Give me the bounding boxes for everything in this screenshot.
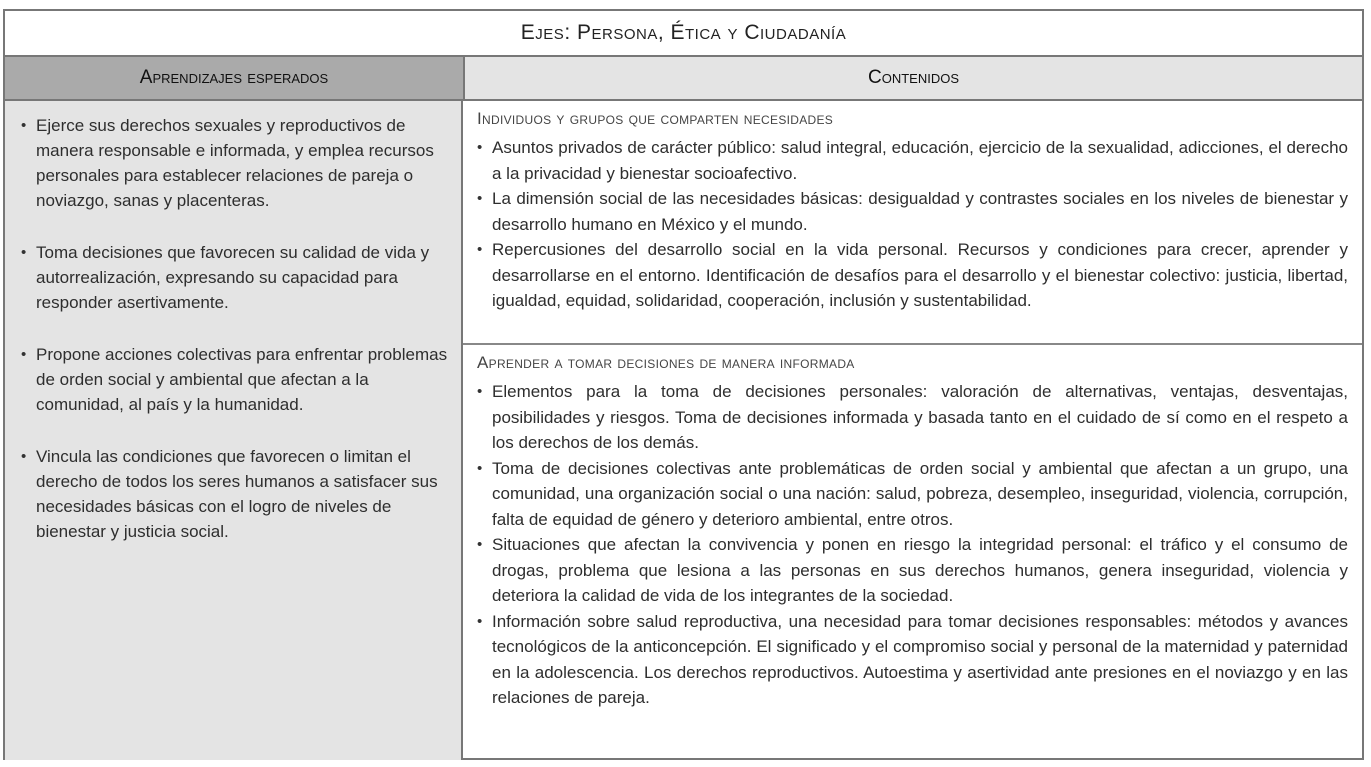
section-list xyxy=(477,135,1348,314)
axes-title: Ejes: Persona, Ética y Ciudadanía xyxy=(5,11,1362,57)
list-item: • Toma decisiones que favorecen su calidad de vida y autorrealización, expresando su capacidad para responder asertivamente. xyxy=(21,240,449,315)
column-headers xyxy=(5,57,1362,101)
aprendizajes-column xyxy=(5,101,463,760)
list-item: • La dimensión social de las necesidades básicas: desigualdad y contrastes sociales en los niveles de bienestar y desarrollo humano en México y el mundo. xyxy=(477,186,1348,237)
list-item: • Elementos para la toma de decisiones personales: valoración de alternativas, ventajas, desventajas, posibilidades y riesgos. Toma de decisiones informada y basada tanto en el cuidado de sí como en el respeto a los derechos de los demás. xyxy=(477,379,1348,456)
list-item: • Propone acciones colectivas para enfrentar problemas de orden social y ambiental que afectan a la comunidad, al país y la humanidad. xyxy=(21,342,449,417)
column-header-contenidos: Contenidos xyxy=(465,57,1362,99)
list-item: • Información sobre salud reproductiva, una necesidad para tomar decisiones responsables: métodos y avances tecnológicos de la anticoncepción. El significado y el compromiso social y personal de la maternidad y paternidad en la adolescencia. Los derechos reproductivos. Autoestima y asertividad ante presiones en el noviazgo y en las relaciones de pareja. xyxy=(477,609,1348,711)
section-list xyxy=(477,379,1348,711)
contenidos-column xyxy=(463,101,1362,760)
list-item: • Repercusiones del desarrollo social en la vida personal. Recursos y condiciones para crecer, aprender y desarrollarse en el entorno. Identificación de desafíos para el desarrollo y el bienestar colectivo: justicia, libertad, igualdad, equidad, solidaridad, cooperación, inclusión y sustentabilidad. xyxy=(477,237,1348,314)
table-body xyxy=(5,101,1362,760)
section-title: Aprender a tomar decisiones de manera informada xyxy=(477,353,855,372)
list-item: • Situaciones que afectan la convivencia y ponen en riesgo la integridad personal: el tráfico y el consumo de drogas, problema que lesiona a las personas en sus derechos humanos, genera inseguridad, violencia y deteriora la calidad de vida de los integrantes de la sociedad. xyxy=(477,532,1348,609)
aprendizajes-list xyxy=(21,113,449,544)
column-header-aprendizajes: Aprendizajes esperados xyxy=(5,57,465,99)
section-title: Individuos y grupos que comparten necesidades xyxy=(477,109,834,128)
list-item: • Vincula las condiciones que favorecen o limitan el derecho de todos los seres humanos a satisfacer sus necesidades básicas con el logro de niveles de bienestar y justicia social. xyxy=(21,444,449,544)
contenidos-section-2 xyxy=(463,345,1362,760)
list-item: • Asuntos privados de carácter público: salud integral, educación, ejercicio de la sexualidad, adicciones, el derecho a la privacidad y bienestar socioafectivo. xyxy=(477,135,1348,186)
curriculum-table xyxy=(3,9,1364,760)
list-item: • Toma de decisiones colectivas ante problemáticas de orden social y ambiental que afectan a un grupo, una comunidad, una organización social o una nación: salud, pobreza, desempleo, inseguridad, violencia, corrupción, falta de equidad de género y deterioro ambiental, entre otros. xyxy=(477,456,1348,533)
list-item: • Ejerce sus derechos sexuales y reproductivos de manera responsable e informada, y emplea recursos personales para establecer relaciones de pareja o noviazgo, sanas y placenteras. xyxy=(21,113,449,213)
contenidos-section-1 xyxy=(463,101,1362,345)
